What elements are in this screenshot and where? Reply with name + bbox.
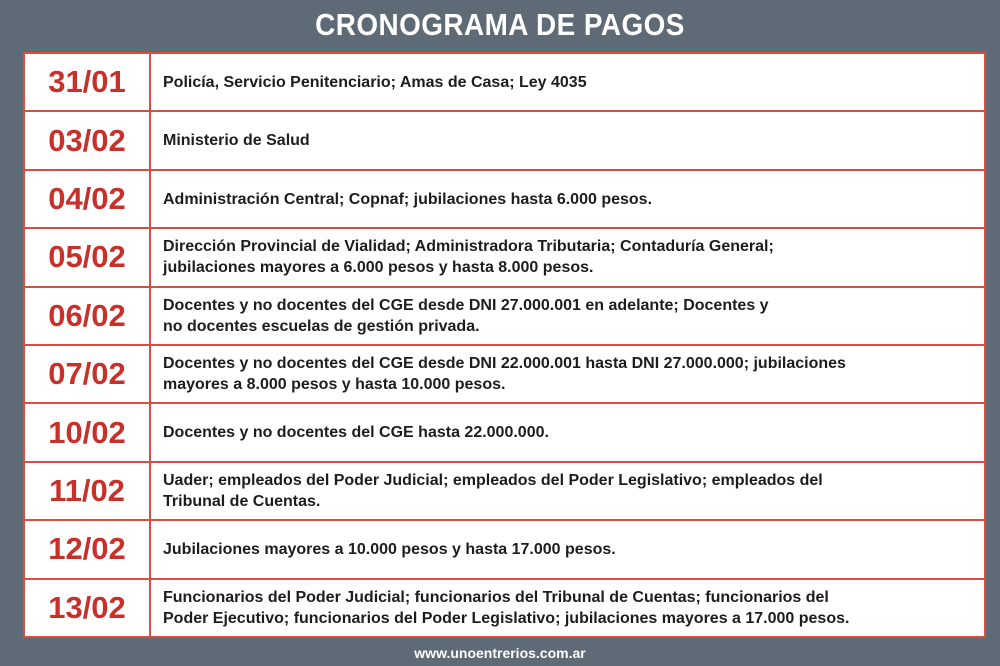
payment-description: Docentes y no docentes del CGE desde DNI 27.000.001 en adelante; Docentes y no docentes escuelas de gestión privada. bbox=[151, 288, 984, 344]
payment-date: 03/02 bbox=[25, 112, 149, 168]
payment-description: Jubilaciones mayores a 10.000 pesos y hasta 17.000 pesos. bbox=[151, 521, 984, 577]
payment-description: Administración Central; Copnaf; jubilaciones hasta 6.000 pesos. bbox=[151, 171, 984, 227]
table-row bbox=[25, 54, 984, 110]
table-row bbox=[25, 580, 984, 636]
schedule-table bbox=[23, 52, 986, 638]
payment-description: Policía, Servicio Penitenciario; Amas de Casa; Ley 4035 bbox=[151, 54, 984, 110]
payment-date: 31/01 bbox=[25, 54, 149, 110]
payment-date: 07/02 bbox=[25, 346, 149, 402]
table-row bbox=[25, 521, 984, 577]
table-row bbox=[25, 463, 984, 519]
payment-description: Docentes y no docentes del CGE hasta 22.000.000. bbox=[151, 404, 984, 460]
payment-description: Docentes y no docentes del CGE desde DNI 22.000.001 hasta DNI 27.000.000; jubilaciones mayores a 8.000 pesos y hasta 10.000 pesos. bbox=[151, 346, 984, 402]
table-row bbox=[25, 112, 984, 168]
table-row bbox=[25, 171, 984, 227]
payment-description: Dirección Provincial de Vialidad; Administradora Tributaria; Contaduría General; jubilaciones mayores a 6.000 pesos y hasta 8.000 pesos. bbox=[151, 229, 984, 285]
payment-date: 05/02 bbox=[25, 229, 149, 285]
payment-description: Funcionarios del Poder Judicial; funcionarios del Tribunal de Cuentas; funcionarios del Poder Ejecutivo; funcionarios del Poder Legislativo; jubilaciones mayores a 17.000 pesos. bbox=[151, 580, 984, 636]
payment-description: Ministerio de Salud bbox=[151, 112, 984, 168]
payment-date: 11/02 bbox=[25, 463, 149, 519]
table-row bbox=[25, 404, 984, 460]
payment-date: 06/02 bbox=[25, 288, 149, 344]
page-title: CRONOGRAMA DE PAGOS bbox=[315, 7, 685, 42]
payment-description: Uader; empleados del Poder Judicial; empleados del Poder Legislativo; empleados del Tribunal de Cuentas. bbox=[151, 463, 984, 519]
payment-date: 12/02 bbox=[25, 521, 149, 577]
source-url: www.unoentrerios.com.ar bbox=[414, 645, 586, 661]
table-row bbox=[25, 229, 984, 285]
payment-date: 10/02 bbox=[25, 404, 149, 460]
payment-date: 13/02 bbox=[25, 580, 149, 636]
payment-date: 04/02 bbox=[25, 171, 149, 227]
table-row bbox=[25, 346, 984, 402]
table-row bbox=[25, 288, 984, 344]
